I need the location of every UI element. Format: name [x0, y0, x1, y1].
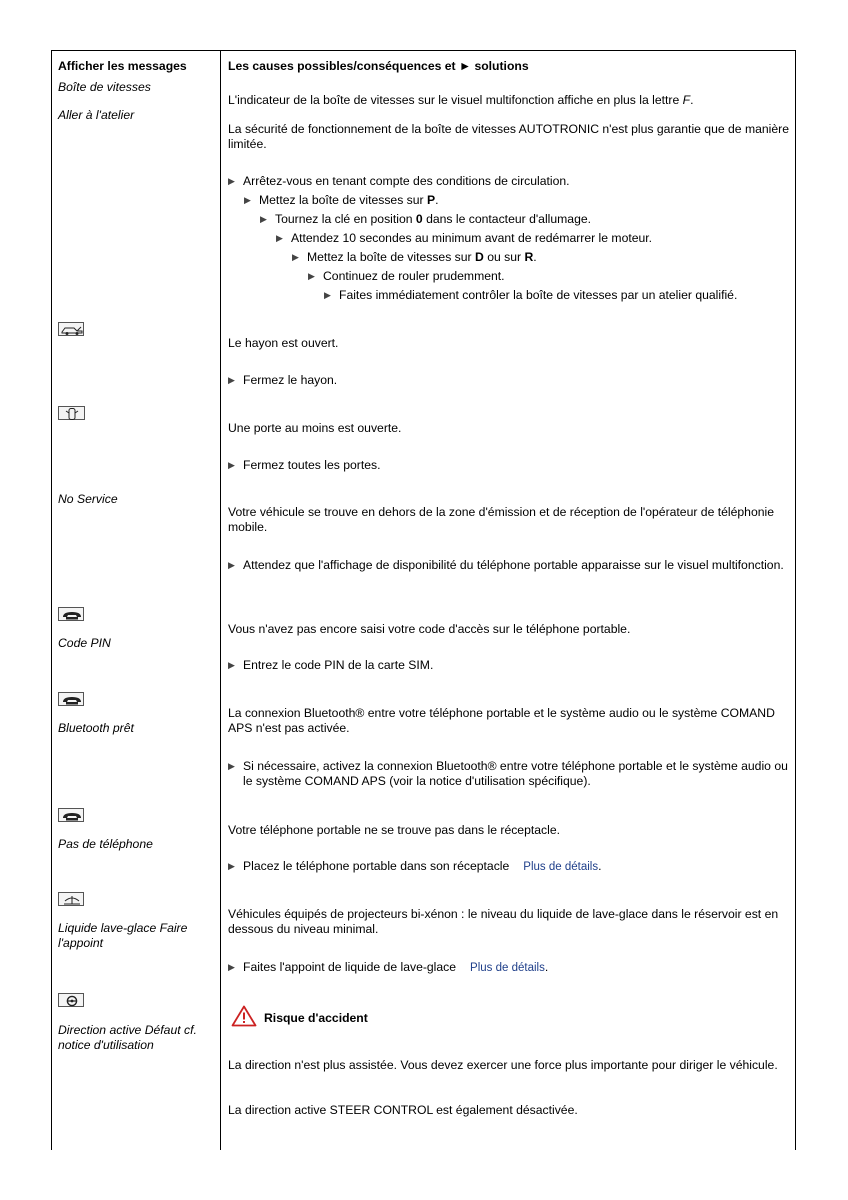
car-tailgate-icon: [58, 322, 84, 336]
more-details-link[interactable]: Plus de détails: [470, 962, 545, 974]
gearbox-para-2: La sécurité de fonctionnement de la boîte de vitesses AUTOTRONIC n'est plus garantie que de manière limitée.: [228, 122, 790, 151]
bluetooth-para: La connexion Bluetooth® entre votre téléphone portable et le système audio ou le système COMAND APS n'est pas activée.: [228, 706, 775, 735]
more-details-link[interactable]: Plus de détails: [523, 861, 599, 873]
noservice-para: Votre véhicule se trouve en dehors de la zone d'émission et de réception de l'opérateur de téléphonie mobile.: [228, 505, 775, 534]
phone-icon: [58, 808, 84, 822]
nophone-label: Pas de téléphone: [58, 837, 153, 851]
phone-icon: [58, 607, 84, 621]
phone-icon: [58, 692, 84, 706]
bluetooth-step: ▶ Si nécessaire, activez la connexion Bluetooth® entre votre téléphone portable et le système audio ou le système COMAND APS (voir la notice d'utilisation spécifique).: [228, 759, 788, 788]
door-para: Une porte au moins est ouverte.: [228, 421, 402, 435]
arrow-right-icon: ▶: [228, 861, 235, 871]
arrow-right-icon: ▶: [228, 660, 235, 670]
gearbox-step-2: ▶ Mettez la boîte de vitesses sur P.: [244, 193, 439, 207]
tailgate-para: Le hayon est ouvert.: [228, 336, 339, 350]
arrow-right-icon: ▶: [308, 271, 315, 281]
washer-label: Liquide lave-glace Faire l'appoint: [58, 921, 188, 950]
arrow-right-icon: ▶: [244, 195, 251, 205]
arrow-right-icon: ▶: [228, 176, 235, 186]
table-border-right: [795, 50, 796, 1150]
tailgate-step: ▶ Fermez le hayon.: [228, 373, 338, 387]
gearbox-label: Boîte de vitesses: [58, 80, 151, 94]
bluetooth-label: Bluetooth prêt: [58, 721, 134, 735]
noservice-step: ▶ Attendez que l'affichage de disponibilité du téléphone portable apparaisse sur le visuel multifonction.: [228, 558, 784, 572]
gearbox-step-4: ▶ Attendez 10 secondes au minimum avant de redémarrer le moteur.: [276, 231, 653, 245]
steering-para-2: La direction active STEER CONTROL est également désactivée.: [228, 1103, 578, 1117]
arrow-right-icon: ▶: [324, 290, 331, 300]
door-step: ▶ Fermez toutes les portes.: [228, 458, 381, 472]
arrow-right-icon: ▶: [228, 962, 235, 972]
gearbox-step-5: ▶ Mettez la boîte de vitesses sur D ou sur R.: [292, 250, 537, 264]
nophone-step: ▶ Placez le téléphone portable dans son réceptacle Plus de détails.: [228, 859, 602, 873]
car-door-icon: [58, 406, 85, 420]
steering-wheel-icon: [58, 993, 84, 1007]
arrow-right-icon: ▶: [292, 252, 299, 262]
nophone-para: Votre téléphone portable ne se trouve pas dans le réceptacle.: [228, 823, 560, 837]
arrow-right-icon: ▶: [260, 214, 267, 224]
washer-fluid-icon: [58, 892, 84, 906]
washer-para: Véhicules équipés de projecteurs bi-xénon : le niveau du liquide de lave-glace dans le réservoir est en dessous du niveau minimal.: [228, 907, 779, 936]
header-right: Les causes possibles/conséquences et ► solutions: [228, 59, 529, 73]
table-border-left: [51, 50, 52, 1150]
gearbox-step-1: ▶ Arrêtez-vous en tenant compte des conditions de circulation.: [228, 174, 570, 188]
warning-title: Risque d'accident: [264, 1011, 368, 1025]
arrow-right-icon: ▶: [228, 375, 235, 385]
warning-triangle-icon: [231, 1005, 257, 1031]
table-border-top: [51, 50, 796, 51]
steering-label: Direction active Défaut cf. notice d'utilisation: [58, 1023, 197, 1052]
washer-step: ▶ Faites l'appoint de liquide de lave-glace Plus de détails.: [228, 960, 549, 974]
arrow-right-icon: ▶: [228, 460, 235, 470]
pin-para: Vous n'avez pas encore saisi votre code d'accès sur le téléphone portable.: [228, 622, 631, 636]
pin-label: Code PIN: [58, 636, 111, 650]
header-left: Afficher les messages: [58, 59, 187, 73]
gearbox-label-2: Aller à l'atelier: [58, 108, 135, 122]
gearbox-step-3: ▶ Tournez la clé en position 0 dans le contacteur d'allumage.: [260, 212, 592, 226]
gearbox-step-7: ▶ Faites immédiatement contrôler la boîte de vitesses par un atelier qualifié.: [324, 288, 738, 302]
arrow-right-icon: ▶: [228, 761, 235, 771]
table-column-divider: [220, 50, 221, 1150]
pin-step: ▶ Entrez le code PIN de la carte SIM.: [228, 658, 434, 672]
arrow-right-icon: ▶: [276, 233, 283, 243]
gearbox-para-1: L'indicateur de la boîte de vitesses sur le visuel multifonction affiche en plus la lettre F.: [228, 93, 694, 107]
gearbox-step-6: ▶ Continuez de rouler prudemment.: [308, 269, 505, 283]
arrow-right-icon: ▶: [228, 560, 235, 570]
steering-para-1: La direction n'est plus assistée. Vous devez exercer une force plus importante pour diriger le véhicule.: [228, 1058, 778, 1072]
noservice-label: No Service: [58, 492, 118, 506]
